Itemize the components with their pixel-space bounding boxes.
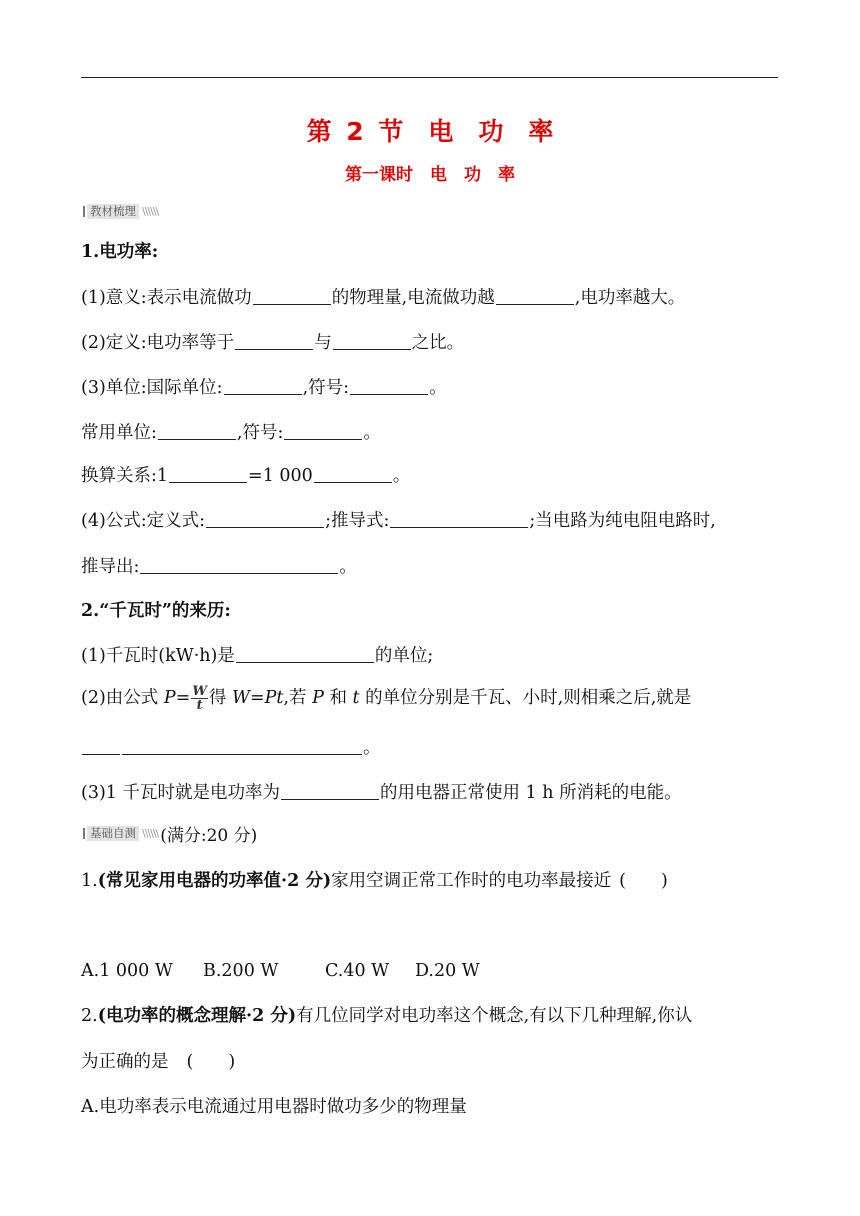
s2-q2: (2)由公式 P= $\frac{W}{t}$ 得 W=Pt,若 P 和 t 的单位分别是千瓦、小时,则相乘之后,就是 bbox=[81, 684, 692, 713]
section-tag-textbook: 教材梳理 \\\\\\ bbox=[83, 203, 158, 219]
answer-blank[interactable] bbox=[284, 423, 362, 440]
answer-paren[interactable]: ( ) bbox=[186, 1052, 236, 1072]
answer-blank[interactable] bbox=[140, 557, 338, 574]
problem-tag: (常见家用电器的功率值·2 分) bbox=[97, 871, 332, 891]
s1-q6: (4)公式:定义式: ;推导式: ;当电路为纯电阻电路时, bbox=[81, 511, 716, 531]
answer-blank[interactable] bbox=[253, 288, 331, 305]
answer-blank[interactable] bbox=[235, 333, 313, 350]
answer-paren[interactable]: ( ) bbox=[619, 871, 668, 891]
answer-blank[interactable] bbox=[158, 423, 236, 440]
answer-blank[interactable] bbox=[350, 378, 428, 395]
s1-q3: (3)单位:国际单位: ,符号: 。 bbox=[81, 378, 447, 398]
answer-blank[interactable] bbox=[333, 333, 411, 350]
problem-2-option-a[interactable]: A.电功率表示电流通过用电器时做功多少的物理量 bbox=[81, 1097, 467, 1117]
problem-2-line2: 为正确的是 ( ) bbox=[81, 1052, 236, 1072]
section-tag-label: 基础自测 bbox=[87, 826, 139, 841]
option-d[interactable]: D.20 W bbox=[415, 961, 480, 981]
page-subtitle: 第一课时 电 功 率 bbox=[345, 165, 515, 185]
answer-blank[interactable] bbox=[281, 783, 379, 800]
answer-blank[interactable] bbox=[390, 511, 528, 528]
full-score: (满分:20 分) bbox=[160, 825, 258, 846]
s2-q4: (3)1 千瓦时就是电功率为 的用电器正常使用 1 h 所消耗的电能。 bbox=[81, 783, 682, 803]
s1-q1: (1)意义:表示电流做功 的物理量,电流做功越 ,电功率越大。 bbox=[81, 288, 686, 308]
formula-fraction: $\frac{W}{t}$ bbox=[192, 684, 207, 713]
s2-q1: (1)千瓦时(kW·h)是 的单位; bbox=[81, 646, 434, 666]
s1-q2: (2)定义:电功率等于 与 之比。 bbox=[81, 333, 465, 353]
answer-blank[interactable] bbox=[82, 738, 120, 755]
header-rule bbox=[81, 77, 778, 78]
section-tag-label: 教材梳理 bbox=[87, 204, 139, 219]
answer-blank[interactable] bbox=[122, 738, 362, 755]
option-b[interactable]: B.200 W bbox=[203, 961, 279, 981]
section-tag-selftest: 基础自测 \\\\\\ (满分:20 分) bbox=[83, 825, 257, 841]
answer-blank[interactable] bbox=[236, 646, 374, 663]
s1-heading: 1.电功率: bbox=[81, 242, 159, 262]
s1-q4: 常用单位: ,符号: 。 bbox=[81, 423, 381, 443]
problem-1: 1.(常见家用电器的功率值·2 分)家用空调正常工作时的电功率最接近 ( ) bbox=[81, 871, 668, 891]
page-title: 第 2 节 电 功 率 bbox=[306, 117, 554, 146]
s2-heading: 2.“千瓦时”的来历: bbox=[81, 601, 231, 621]
answer-blank[interactable] bbox=[496, 288, 574, 305]
problem-2: 2.(电功率的概念理解·2 分)有几位同学对电功率这个概念,有以下几种理解,你认 bbox=[81, 1006, 693, 1026]
answer-blank[interactable] bbox=[224, 378, 302, 395]
answer-blank[interactable] bbox=[169, 466, 247, 483]
option-a[interactable]: A.1 000 W bbox=[81, 961, 173, 981]
problem-tag: (电功率的概念理解·2 分) bbox=[97, 1006, 297, 1026]
option-c[interactable]: C.40 W bbox=[325, 961, 390, 981]
answer-blank[interactable] bbox=[206, 511, 324, 528]
s2-q3: 。 bbox=[81, 737, 381, 759]
answer-blank[interactable] bbox=[314, 466, 392, 483]
s1-q5: 换算关系:1 =1 000 。 bbox=[81, 466, 411, 486]
problem-1-options bbox=[81, 960, 480, 982]
s1-q7: 推导出: 。 bbox=[81, 557, 357, 577]
